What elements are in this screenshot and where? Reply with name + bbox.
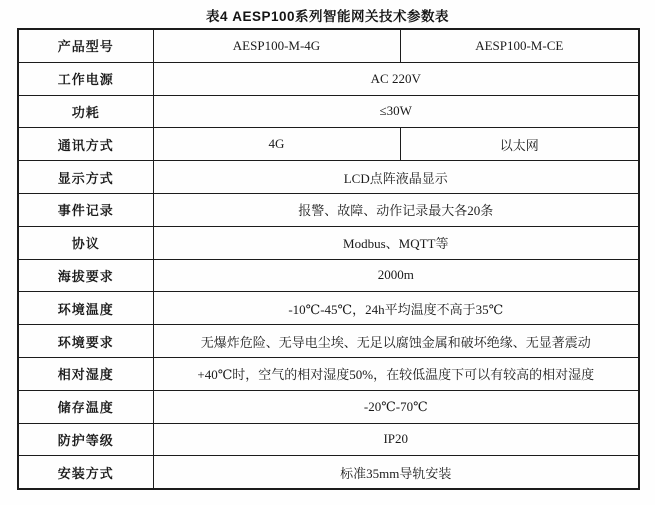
- param-value-cell: AESP100-M-CE: [400, 29, 639, 62]
- table-row-power-supply: [18, 62, 639, 95]
- parameters-table: [17, 28, 640, 490]
- param-label-cell: 相对湿度: [18, 357, 153, 390]
- param-label-cell: 产品型号: [18, 29, 153, 62]
- param-label-cell: 通讯方式: [18, 128, 153, 161]
- param-value-cell: AESP100-M-4G: [153, 29, 400, 62]
- param-value-cell: -10℃-45℃，24h平均温度不高于35℃: [153, 292, 639, 325]
- param-value-cell: 4G: [153, 128, 400, 161]
- param-label-cell: 储存温度: [18, 390, 153, 423]
- param-label-cell: 协议: [18, 226, 153, 259]
- param-label-cell: 功耗: [18, 95, 153, 128]
- param-value-cell: 以太网: [400, 128, 639, 161]
- param-value-cell: 无爆炸危险、无导电尘埃、无足以腐蚀金属和破坏绝缘、无显著震动: [153, 325, 639, 358]
- param-label-cell: 防护等级: [18, 423, 153, 456]
- param-label-cell: 事件记录: [18, 193, 153, 226]
- param-value-cell: LCD点阵液晶显示: [153, 161, 639, 194]
- param-value-cell: AC 220V: [153, 62, 639, 95]
- table-row-relative-humidity: [18, 357, 639, 390]
- param-label-cell: 工作电源: [18, 62, 153, 95]
- table-row-environment-requirement: [18, 325, 639, 358]
- param-value-cell: +40℃时，空气的相对湿度50%，在较低温度下可以有较高的相对湿度: [153, 357, 639, 390]
- parameters-table-body: [18, 29, 639, 489]
- table-row-protection-rating: [18, 423, 639, 456]
- table-row-ambient-temperature: [18, 292, 639, 325]
- param-label-cell: 环境要求: [18, 325, 153, 358]
- table-row-installation: [18, 456, 639, 489]
- table-row-communication: [18, 128, 639, 161]
- param-value-cell: ≤30W: [153, 95, 639, 128]
- param-value-cell: 报警、故障、动作记录最大各20条: [153, 193, 639, 226]
- table-row-event-record: [18, 193, 639, 226]
- param-value-cell: 2000m: [153, 259, 639, 292]
- table-row-altitude: [18, 259, 639, 292]
- param-value-cell: 标准35mm导轨安装: [153, 456, 639, 489]
- param-value-cell: -20℃-70℃: [153, 390, 639, 423]
- param-label-cell: 显示方式: [18, 161, 153, 194]
- param-label-cell: 环境温度: [18, 292, 153, 325]
- param-value-cell: Modbus、MQTT等: [153, 226, 639, 259]
- table-row-display: [18, 161, 639, 194]
- param-label-cell: 海拔要求: [18, 259, 153, 292]
- param-value-cell: IP20: [153, 423, 639, 456]
- param-label-cell: 安装方式: [18, 456, 153, 489]
- table-caption: 表4 AESP100系列智能网关技术参数表: [205, 9, 450, 24]
- table-row-storage-temperature: [18, 390, 639, 423]
- table-row-power-consumption: [18, 95, 639, 128]
- table-row-protocol: [18, 226, 639, 259]
- table-row-product-model: [18, 29, 639, 62]
